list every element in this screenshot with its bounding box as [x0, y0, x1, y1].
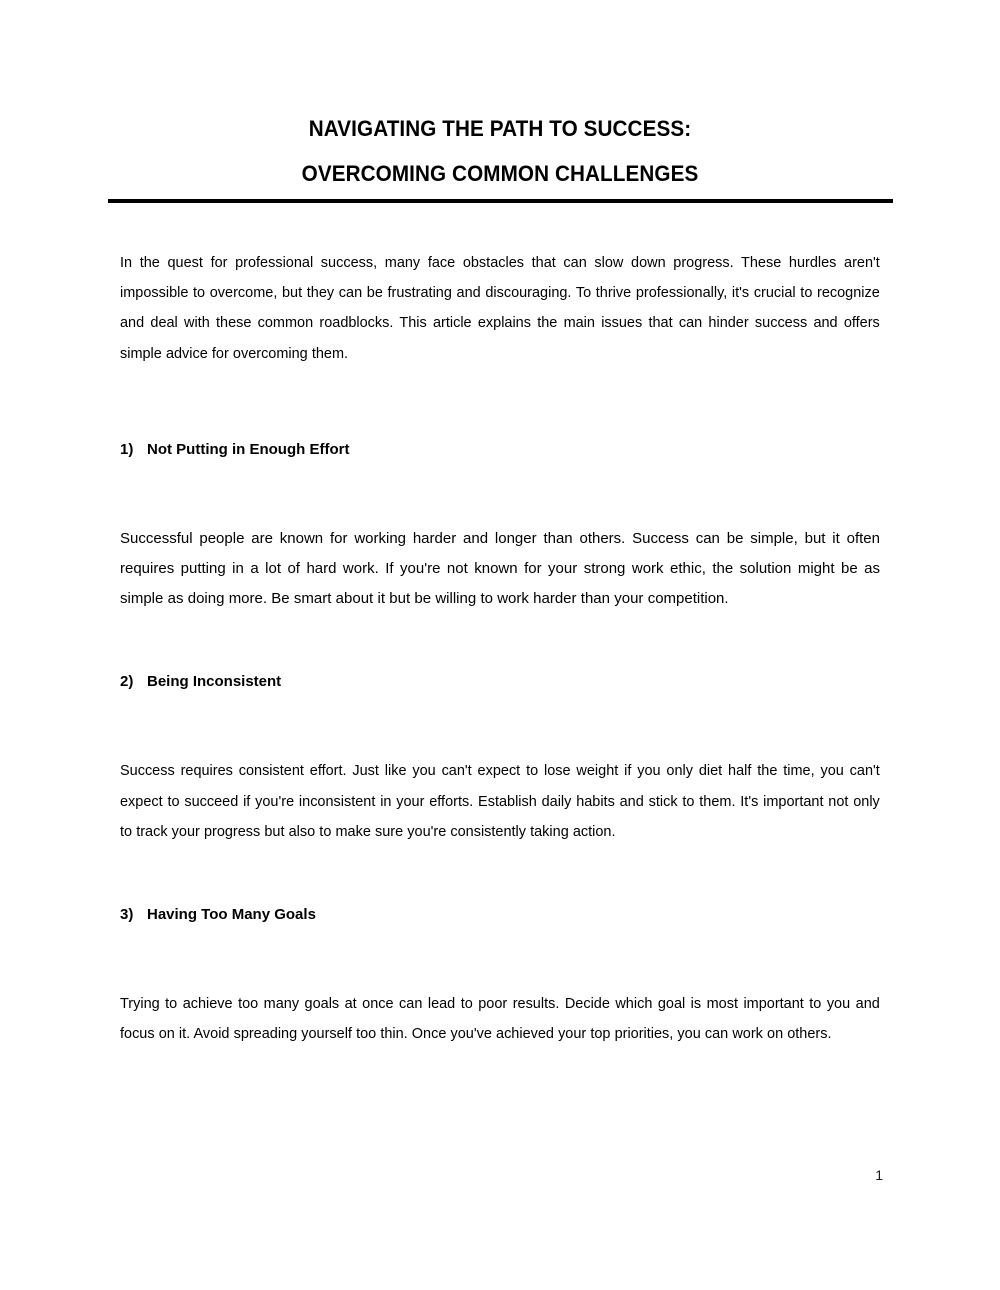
section-3-heading-text: Having Too Many Goals: [147, 906, 316, 924]
document-body: [120, 248, 880, 1049]
page-title-line-2: OVERCOMING COMMON CHALLENGES: [301, 161, 699, 186]
section-2-body: Success requires consistent effort. Just like you can't expect to lose weight if you only diet half the time, you can't expect to succeed if you're inconsistent in your efforts. Establish daily habits and stick to them. It's important not only to track your progress but also to make sure you're consistently taking action.: [120, 762, 880, 840]
spacer-after-section-3-heading: [120, 927, 880, 989]
page-title: [0, 106, 1000, 196]
title-divider-rule: [108, 199, 893, 203]
section-3-number: 3): [120, 906, 134, 924]
section-1-heading-text: Not Putting in Enough Effort: [147, 440, 350, 458]
spacer-after-section-1-heading: [120, 462, 880, 524]
section-2-heading: [120, 670, 880, 694]
spacer-before-section-2: [120, 614, 880, 670]
spacer-before-section-1: [120, 369, 880, 438]
spacer-before-section-3: [120, 847, 880, 903]
section-2-number: 2): [120, 673, 134, 691]
page-title-line-1: NAVIGATING THE PATH TO SUCCESS:: [308, 116, 692, 141]
section-2-heading-text: Being Inconsistent: [147, 673, 282, 691]
section-1-number: 1): [120, 440, 134, 458]
section-1-body: Successful people are known for working harder and longer than others. Success can be simple, but it often requires putting in a lot of hard work. If you're not known for your strong work ethic, the solution might be as simple as doing more. Be smart about it but be willing to work harder than your competition.: [120, 529, 880, 608]
section-3-heading: [120, 903, 880, 927]
section-1-heading: [120, 438, 880, 462]
section-3-body: Trying to achieve too many goals at once can lead to poor results. Decide which goal is most important to you and focus on it. Avoid spreading yourself too thin. Once you've achieved your top priorities, you can work on others.: [120, 995, 880, 1043]
page-number: 1: [875, 1167, 883, 1183]
intro-paragraph: In the quest for professional success, many face obstacles that can slow down progress. These hurdles aren't impossible to overcome, but they can be frustrating and discouraging. To thrive professionally, it's crucial to recognize and deal with these common roadblocks. This article explains the main issues that can hinder success and offers simple advice for overcoming them.: [120, 254, 880, 362]
spacer-after-section-2-heading: [120, 694, 880, 756]
